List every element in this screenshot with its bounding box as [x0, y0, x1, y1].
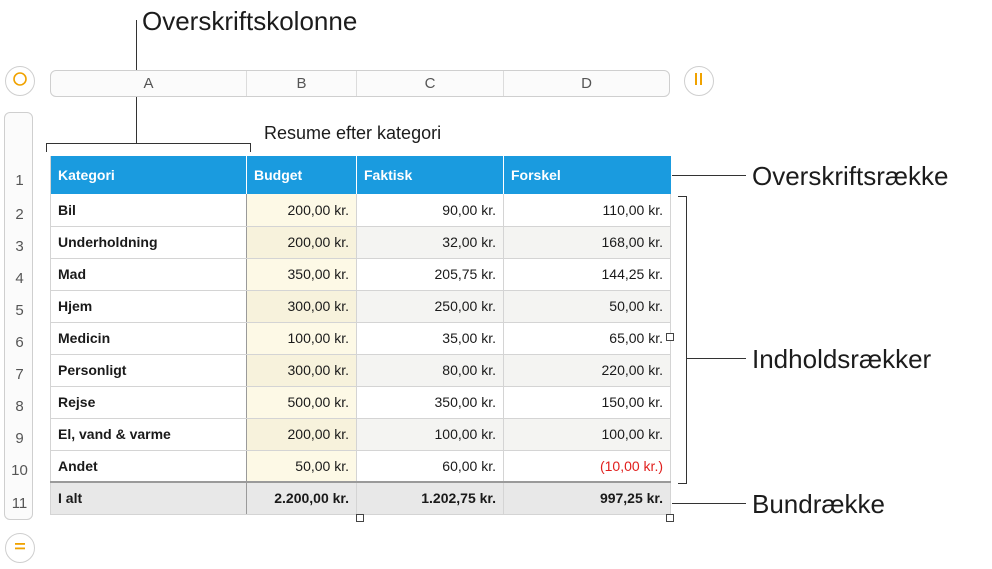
callout-footer-row: Bundrække — [752, 489, 885, 519]
difference-cell[interactable]: 220,00 kr. — [504, 354, 671, 386]
circle-icon — [12, 71, 28, 92]
callout-line — [672, 175, 746, 176]
row-number[interactable]: 7 — [15, 366, 24, 383]
table-row — [51, 450, 671, 482]
difference-cell[interactable]: 168,00 kr. — [504, 226, 671, 258]
callout-line — [672, 503, 746, 504]
difference-cell[interactable]: 65,00 kr. — [504, 322, 671, 354]
table-row — [51, 418, 671, 450]
table-row — [51, 354, 671, 386]
budget-cell[interactable]: 50,00 kr. — [247, 450, 357, 482]
actual-cell[interactable]: 90,00 kr. — [357, 194, 504, 226]
resize-handle[interactable] — [666, 514, 674, 522]
category-cell[interactable]: Andet — [51, 450, 247, 482]
budget-cell[interactable]: 200,00 kr. — [247, 226, 357, 258]
actual-cell[interactable]: 80,00 kr. — [357, 354, 504, 386]
spreadsheet-table — [50, 156, 671, 515]
actual-cell[interactable]: 35,00 kr. — [357, 322, 504, 354]
header-cell[interactable]: Kategori — [51, 156, 247, 194]
footer-row — [51, 482, 671, 514]
category-cell[interactable]: Underholdning — [51, 226, 247, 258]
column-header-b[interactable]: B — [247, 71, 357, 96]
equals-icon — [12, 538, 28, 559]
table-row — [51, 226, 671, 258]
difference-cell[interactable]: 144,25 kr. — [504, 258, 671, 290]
header-cell[interactable]: Budget — [247, 156, 357, 194]
resize-handle[interactable] — [666, 333, 674, 341]
budget-cell[interactable]: 500,00 kr. — [247, 386, 357, 418]
row-number[interactable]: 9 — [15, 430, 24, 447]
row-number[interactable]: 6 — [15, 334, 24, 351]
callout-line — [686, 358, 746, 359]
row-number[interactable]: 4 — [15, 270, 24, 287]
budget-cell[interactable]: 200,00 kr. — [247, 194, 357, 226]
table-row — [51, 322, 671, 354]
row-number[interactable]: 8 — [15, 398, 24, 415]
actual-cell[interactable]: 100,00 kr. — [357, 418, 504, 450]
category-cell[interactable]: Hjem — [51, 290, 247, 322]
footer-cell[interactable]: 1.202,75 kr. — [357, 482, 504, 514]
difference-cell-negative[interactable]: (10,00 kr.) — [504, 450, 671, 482]
difference-cell[interactable]: 50,00 kr. — [504, 290, 671, 322]
select-all-button[interactable] — [5, 66, 35, 96]
callout-header-row: Overskriftsrække — [752, 161, 949, 191]
row-header-gutter — [4, 112, 33, 520]
category-cell[interactable]: Rejse — [51, 386, 247, 418]
table-row — [51, 290, 671, 322]
table-row — [51, 258, 671, 290]
header-cell[interactable]: Forskel — [504, 156, 671, 194]
category-cell[interactable]: Medicin — [51, 322, 247, 354]
actual-cell[interactable]: 60,00 kr. — [357, 450, 504, 482]
budget-cell[interactable]: 350,00 kr. — [247, 258, 357, 290]
callout-bracket — [678, 483, 687, 484]
actual-cell[interactable]: 250,00 kr. — [357, 290, 504, 322]
callout-body-rows: Indholdsrækker — [752, 344, 932, 374]
row-number[interactable]: 1 — [15, 172, 24, 189]
footer-cell[interactable]: 997,25 kr. — [504, 482, 671, 514]
pause-bars-icon — [692, 71, 706, 92]
column-header-d[interactable]: D — [581, 75, 592, 92]
column-header-a[interactable]: A — [51, 71, 247, 96]
footer-cell[interactable]: I alt — [51, 482, 247, 514]
callout-bracket — [46, 143, 251, 144]
column-header-c[interactable]: C — [357, 71, 504, 96]
actual-cell[interactable]: 32,00 kr. — [357, 226, 504, 258]
budget-cell[interactable]: 200,00 kr. — [247, 418, 357, 450]
category-cell[interactable]: Mad — [51, 258, 247, 290]
row-menu-button[interactable] — [5, 533, 35, 563]
callout-bracket — [686, 196, 687, 484]
category-cell[interactable]: Bil — [51, 194, 247, 226]
row-number[interactable]: 5 — [15, 302, 24, 319]
budget-cell[interactable]: 100,00 kr. — [247, 322, 357, 354]
budget-cell[interactable]: 300,00 kr. — [247, 354, 357, 386]
header-row — [51, 156, 671, 194]
difference-cell[interactable]: 100,00 kr. — [504, 418, 671, 450]
callout-bracket — [250, 143, 251, 152]
category-cell[interactable]: Personligt — [51, 354, 247, 386]
difference-cell[interactable]: 150,00 kr. — [504, 386, 671, 418]
difference-cell[interactable]: 110,00 kr. — [504, 194, 671, 226]
table-row — [51, 386, 671, 418]
column-menu-button[interactable] — [684, 66, 714, 96]
budget-cell[interactable]: 300,00 kr. — [247, 290, 357, 322]
row-number[interactable]: 11 — [11, 495, 28, 512]
callout-bracket — [46, 143, 47, 152]
resize-handle[interactable] — [356, 514, 364, 522]
row-number[interactable]: 10 — [11, 462, 28, 479]
callout-header-column: Overskriftskolonne — [142, 6, 358, 36]
header-cell[interactable]: Faktisk — [357, 156, 504, 194]
row-number[interactable]: 3 — [15, 238, 24, 255]
actual-cell[interactable]: 205,75 kr. — [357, 258, 504, 290]
footer-cell[interactable]: 2.200,00 kr. — [247, 482, 357, 514]
category-cell[interactable]: El, vand & varme — [51, 418, 247, 450]
row-number[interactable]: 2 — [15, 206, 24, 223]
actual-cell[interactable]: 350,00 kr. — [357, 386, 504, 418]
table-title[interactable]: Resume efter kategori — [264, 123, 442, 143]
table-row — [51, 194, 671, 226]
column-header-bar — [50, 70, 670, 97]
